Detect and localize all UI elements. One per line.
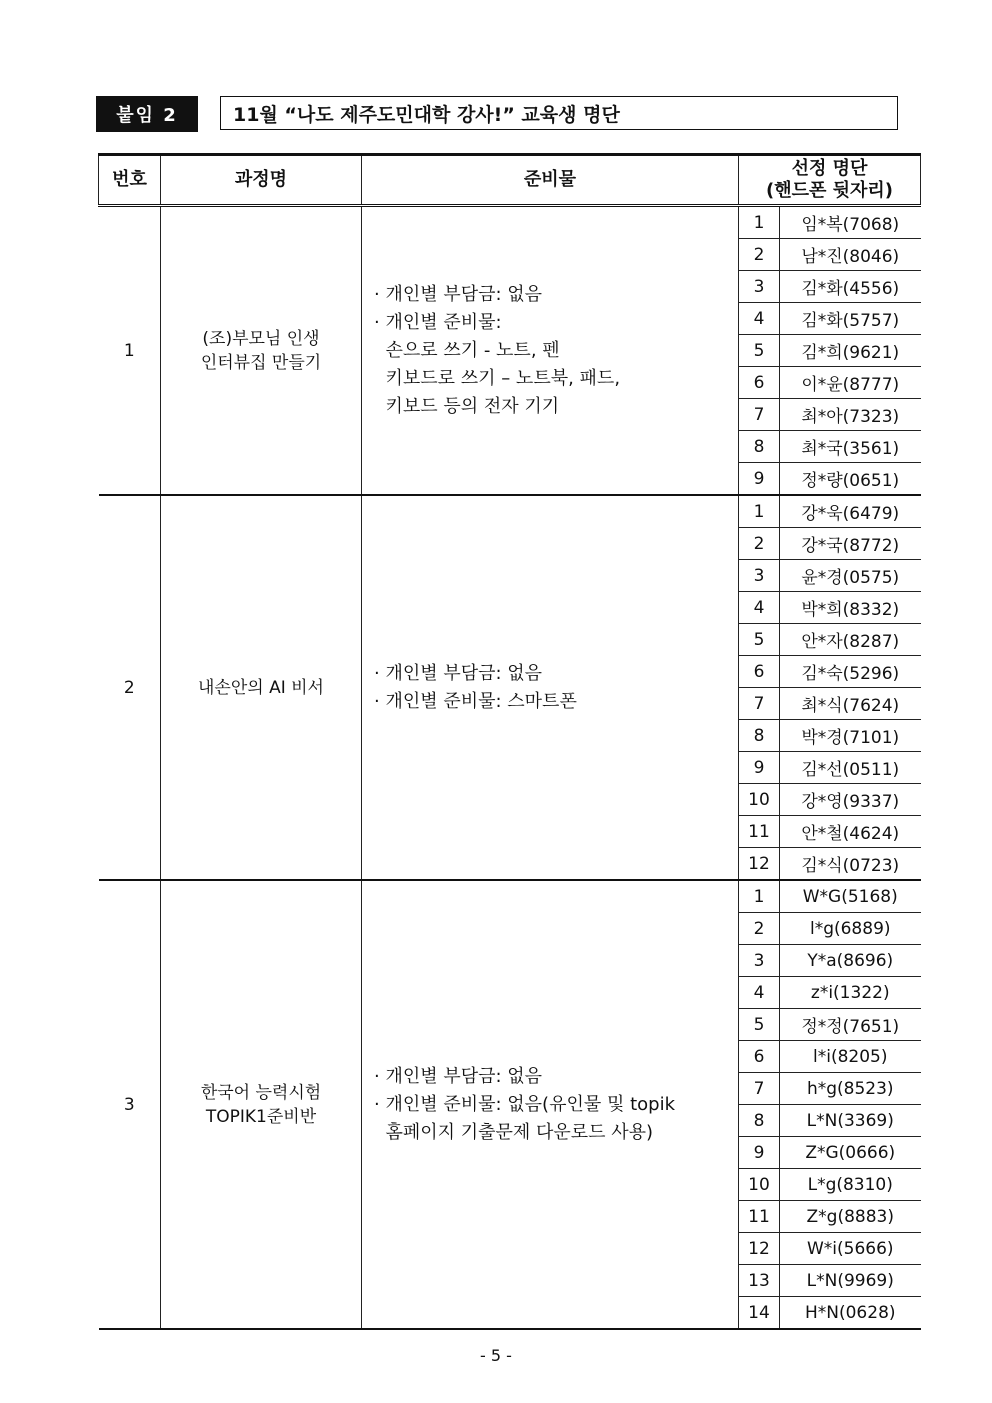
page-title-text: 11월 “나도 제주도민대학 강사!” 교육생 명단 (233, 103, 620, 126)
member-number: 9 (739, 752, 780, 784)
col-header-prep: 준비물 (362, 155, 739, 206)
member-name: 정*량(0651) (780, 463, 921, 496)
table-row (99, 495, 921, 528)
member-number: 13 (739, 1265, 780, 1297)
member-number: 8 (739, 720, 780, 752)
preparation-line: 키보드로 쓰기 – 노트북, 패드, (374, 367, 621, 389)
member-number: 7 (739, 399, 780, 431)
page-title (220, 96, 898, 130)
col-header-selected-line1: 선정 명단 (791, 158, 868, 179)
member-name: 안*철(4624) (780, 816, 921, 848)
member-number: 4 (739, 303, 780, 335)
member-name: Y*a(8696) (780, 945, 921, 977)
member-name: W*G(5168) (780, 880, 921, 913)
preparation-line: · 개인별 준비물: 없음(유인물 및 topik (374, 1093, 675, 1115)
member-number: 8 (739, 1105, 780, 1137)
table-row (99, 206, 921, 239)
page-number: - 5 - (480, 1346, 512, 1365)
member-name: 안*자(8287) (780, 624, 921, 656)
group-number: 2 (99, 495, 161, 880)
member-name: l*i(8205) (780, 1041, 921, 1073)
member-number: 2 (739, 239, 780, 271)
col-header-course: 과정명 (161, 155, 362, 206)
member-number: 14 (739, 1297, 780, 1330)
col-header-selected (739, 155, 921, 206)
member-name: 이*윤(8777) (780, 367, 921, 399)
member-name: 강*국(8772) (780, 528, 921, 560)
member-name: z*i(1322) (780, 977, 921, 1009)
member-name: 김*화(4556) (780, 271, 921, 303)
member-name: 윤*경(0575) (780, 560, 921, 592)
member-number: 6 (739, 367, 780, 399)
member-name: 정*정(7651) (780, 1009, 921, 1041)
col-header-selected-line2: (핸드폰 뒷자리) (765, 180, 894, 201)
preparation (362, 880, 739, 1329)
member-name: 강*욱(6479) (780, 495, 921, 528)
preparation-line: · 개인별 부담금: 없음 (374, 662, 543, 684)
table-row (99, 880, 921, 913)
member-name: W*i(5666) (780, 1233, 921, 1265)
course-name (161, 206, 362, 496)
preparation (362, 495, 739, 880)
preparation-line: · 개인별 부담금: 없음 (374, 283, 543, 305)
member-name: 강*영(9337) (780, 784, 921, 816)
member-number: 7 (739, 1073, 780, 1105)
course-name-line: (조)부모님 인생 (202, 328, 320, 349)
member-number: 4 (739, 592, 780, 624)
member-number: 6 (739, 656, 780, 688)
member-name: H*N(0628) (780, 1297, 921, 1330)
member-name: 김*선(0511) (780, 752, 921, 784)
member-name: 남*진(8046) (780, 239, 921, 271)
member-name: h*g(8523) (780, 1073, 921, 1105)
member-number: 2 (739, 528, 780, 560)
member-number: 6 (739, 1041, 780, 1073)
member-number: 3 (739, 560, 780, 592)
group-number: 1 (99, 206, 161, 496)
member-name: l*g(6889) (780, 913, 921, 945)
preparation-line: 손으로 쓰기 - 노트, 펜 (374, 339, 560, 361)
member-name: L*N(3369) (780, 1105, 921, 1137)
member-name: Z*g(8883) (780, 1201, 921, 1233)
member-number: 5 (739, 335, 780, 367)
col-header-no: 번호 (99, 155, 161, 206)
preparation (362, 206, 739, 496)
member-number: 1 (739, 880, 780, 913)
member-number: 10 (739, 784, 780, 816)
course-name (161, 495, 362, 880)
member-name: 임*복(7068) (780, 206, 921, 239)
trainee-table (98, 153, 921, 1330)
member-number: 5 (739, 624, 780, 656)
member-number: 3 (739, 271, 780, 303)
member-number: 5 (739, 1009, 780, 1041)
member-number: 12 (739, 848, 780, 881)
preparation-line: · 개인별 준비물: (374, 311, 502, 333)
member-number: 8 (739, 431, 780, 463)
member-name: 김*화(5757) (780, 303, 921, 335)
member-name: 김*식(0723) (780, 848, 921, 881)
member-number: 4 (739, 977, 780, 1009)
course-name-line: 내손안의 AI 비서 (198, 677, 324, 698)
preparation-line: 키보드 등의 전자 기기 (374, 395, 560, 417)
table-body (99, 206, 921, 1330)
group-number: 3 (99, 880, 161, 1329)
member-name: 최*식(7624) (780, 688, 921, 720)
member-number: 1 (739, 206, 780, 239)
attachment-tag: 붙임 2 (96, 96, 198, 132)
course-name-line: TOPIK1준비반 (205, 1106, 317, 1127)
member-name: 최*국(3561) (780, 431, 921, 463)
preparation-line: · 개인별 부담금: 없음 (374, 1065, 543, 1087)
member-number: 10 (739, 1169, 780, 1201)
member-number: 11 (739, 1201, 780, 1233)
member-number: 7 (739, 688, 780, 720)
member-name: 김*숙(5296) (780, 656, 921, 688)
member-number: 2 (739, 913, 780, 945)
member-name: 박*경(7101) (780, 720, 921, 752)
table-header-row (99, 155, 921, 206)
member-name: L*g(8310) (780, 1169, 921, 1201)
member-number: 9 (739, 463, 780, 496)
member-name: Z*G(0666) (780, 1137, 921, 1169)
member-name: 김*희(9621) (780, 335, 921, 367)
course-name-line: 한국어 능력시험 (200, 1082, 322, 1103)
member-name: 박*희(8332) (780, 592, 921, 624)
member-name: 최*아(7323) (780, 399, 921, 431)
member-number: 11 (739, 816, 780, 848)
member-number: 12 (739, 1233, 780, 1265)
course-name (161, 880, 362, 1329)
member-number: 9 (739, 1137, 780, 1169)
course-name-line: 인터뷰집 만들기 (200, 352, 322, 373)
preparation-line: · 개인별 준비물: 스마트폰 (374, 690, 577, 712)
member-name: L*N(9969) (780, 1265, 921, 1297)
member-number: 1 (739, 495, 780, 528)
member-number: 3 (739, 945, 780, 977)
preparation-line: 홈페이지 기출문제 다운로드 사용) (374, 1121, 654, 1143)
